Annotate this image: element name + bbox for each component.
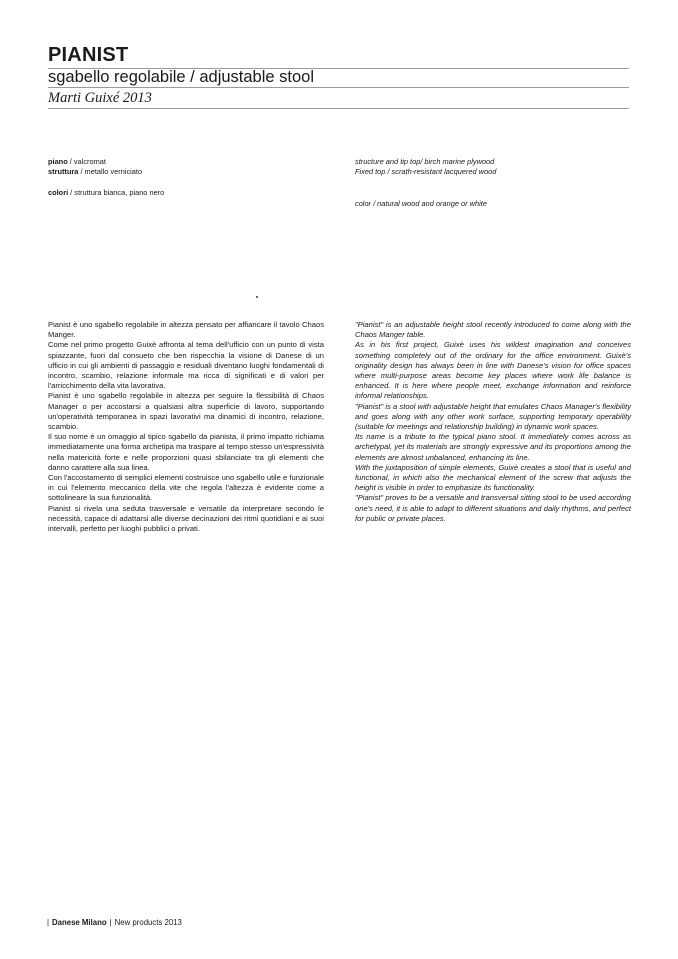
- designer-credit: Marti Guixé 2013: [48, 90, 152, 106]
- footer-separator: |: [109, 918, 112, 927]
- spec-value: / struttura bianca, piano nero: [68, 188, 165, 197]
- paragraph: As in his first project, Guixè uses his wildest imagination and conceives something completely out of the ordinary for the office environment. Guixè's originality design has always been in line with Danese's vision for office spaces where multi-purpose areas become key places where work life balance is enhanced. It is here where people meet, exchange information and reinforce informal relationships.: [355, 340, 631, 401]
- spec-label: colori: [48, 188, 69, 197]
- footer-label: New products 2013: [114, 918, 182, 927]
- spec-en-top: Fixed top / scrath-resistant lacquered wood: [355, 167, 497, 176]
- paragraph: Pianist si rivela una seduta trasversale e versatile da interpretare secondo le necessità, capace di adattarsi alle diverse decinazioni dei ritmi quotidiani e ai suoi intervalli, perfetto per luoghi pubblici o privati.: [48, 503, 324, 534]
- paragraph: "Pianist" proves to be a versatile and transversal sitting stool to be used according one's need, it is able to adapt to different situations and daily rhythms, and perfect for public or private places.: [355, 493, 631, 523]
- dot-mark: [256, 296, 258, 298]
- paragraph: Pianist è uno sgabello regolabile in altezza per seguire la flessibilità di Chaos Manager o per accostarsi a qualsiasi altra superficie di lavoro, supportando un'operatività temporanea in spazi lavorativi ma dinamici di incontro, relazione, scambio.: [48, 391, 324, 432]
- subtitle-rule: [48, 87, 629, 88]
- footer-separator: |: [47, 918, 50, 927]
- designer-rule: [48, 108, 629, 109]
- paragraph: Come nel primo progetto Guixè affronta al tema dell'ufficio con un punto di vista spiazzante, fuori dal consueto che ben rispecchia la visione di Danese di un ufficio in cui gli ambienti di passaggio e residuali diventano luoghi fondamentali di incontro, scambio, relazione informale ma ricca di significati e di valori per l'arricchimento della vita lavorativa.: [48, 340, 324, 391]
- product-subtitle: sgabello regolabile / adjustable stool: [48, 68, 315, 86]
- footer: [47, 918, 182, 928]
- spec-en-color: color / natural wood and orange or white: [355, 199, 487, 208]
- paragraph: Its name is a tribute to the typical piano stool. It immediately comes across as archetypal, yet its materials are strongly expressive and its proportions among the elements are almost unbalanced, enhancing its line.: [355, 432, 631, 462]
- body-english: [355, 320, 631, 524]
- paragraph: Con l'accostamento di semplici elementi costruisce uno sgabello utile e funzionale in cui l'elemento meccanico della vite che regola l'altezza è evidente come a sottolineare la sua funzionalità.: [48, 473, 324, 503]
- spec-value: / metallo verniciato: [78, 167, 143, 176]
- spec-label: struttura: [48, 167, 79, 176]
- spec-label: piano: [48, 157, 68, 166]
- footer-brand: Danese Milano: [52, 918, 107, 927]
- paragraph: Il suo nome è un omaggio al tipico sgabello da pianista, il primo impatto richiama immediatamente una forma archetipa ma traspare al tempo stesso un'espressività nella matericità forte e nelle proporzioni quasi sbilanciate tra gli elementi che danno carattere alla sua linea.: [48, 432, 324, 472]
- paragraph: "Pianist" is a stool with adjustable height that emulates Chaos Manager's flexibility and goes along with any other work surface, supporting temporary operability (suitable for meetings and relationship building) in dynamic work spaces.: [355, 401, 631, 432]
- spec-en-structure: structure and tip top/ birch marine plywood: [355, 157, 495, 166]
- spec-struttura: [48, 167, 142, 177]
- paragraph: With the juxtaposition of simple elements, Guixè creates a stool that is useful and functional, in which also the mechanical element of the screw that adjusts the height is visible in order to emphasize its functionality.: [355, 462, 631, 493]
- paragraph: Pianist è uno sgabello regolabile in altezza pensato per affiancare il tavolo Chaos Manger.: [48, 320, 324, 340]
- product-title: PIANIST: [48, 44, 129, 66]
- body-italian: [48, 320, 324, 534]
- spec-colori: [48, 188, 164, 198]
- spec-value: / valcromat: [67, 157, 106, 166]
- spec-piano: [48, 157, 106, 167]
- paragraph: "Pianist" is an adjustable height stool recently introduced to come along with the Chaos Manger table.: [355, 320, 631, 340]
